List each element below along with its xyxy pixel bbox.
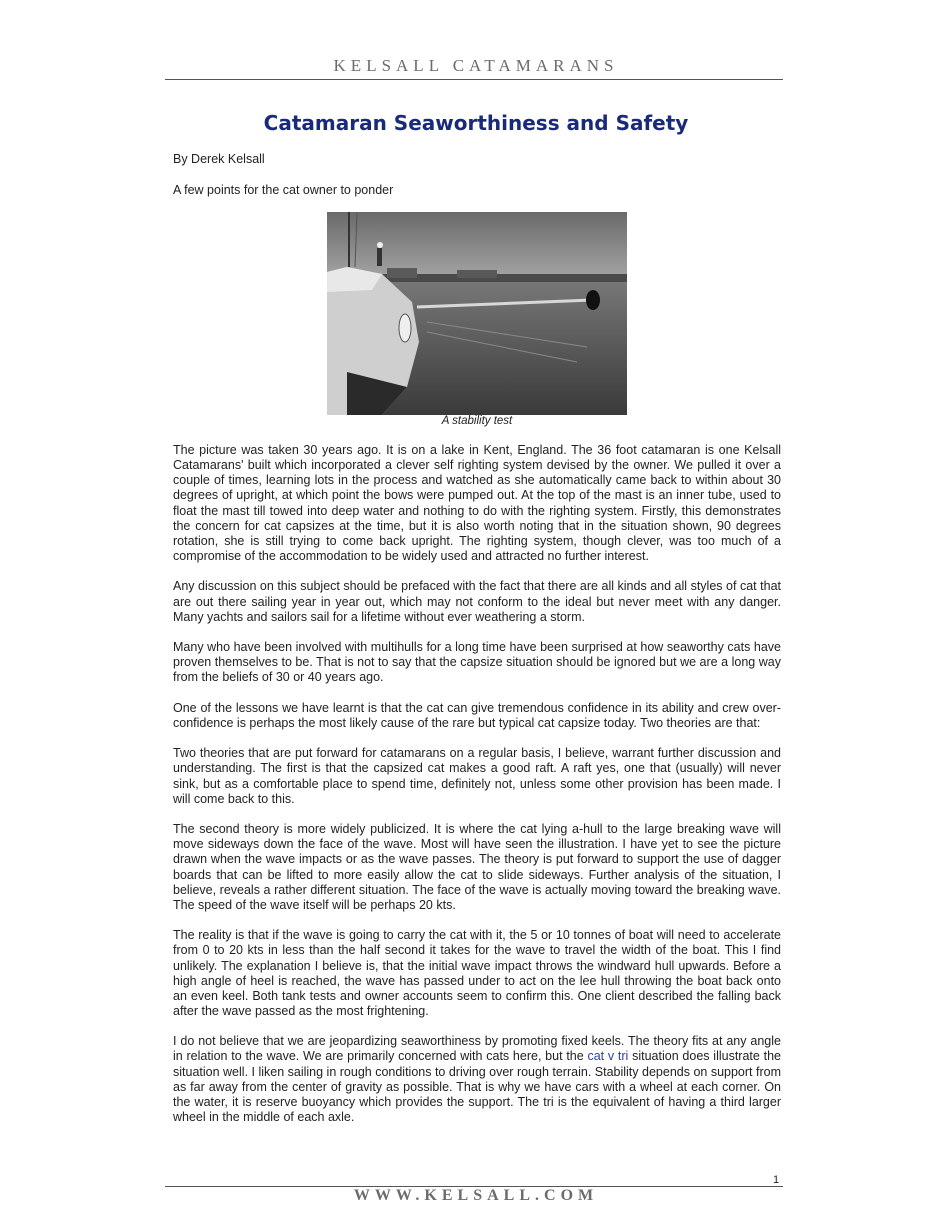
paragraph: One of the lessons we have learnt is that the cat can give tremendous confidence in its ability and crew over-confidence is perhaps the most likely cause of the rare but typical cat capsize today. Two theories are that: (173, 700, 781, 730)
paragraph: The reality is that if the wave is going to carry the cat with it, the 5 or 10 tonnes of boat will need to accelerate from 0 to 20 kts in less than the half second it takes for the wave to travel the width of the boat. This I find unlikely. The explanation I believe is, that the initial wave impact throws the windward hull upwards. Before a high angle of heel is reached, the wave has passed under to act on the lee hull throwing the boat back onto an even keel. Both tank tests and owner accounts seem to confirm this. One client described the falling back after the wave passed as the most frightening. (173, 928, 781, 1018)
cat-v-tri-link[interactable]: cat v tri (587, 1049, 629, 1064)
paragraph-text: situation does illustrate the situation well. I liken sailing in rough conditions to driving over rough terrain. Stability depends on support from as far away from the center of gravity as possible. That is why we have cars with a wheel at each corner. On the water, it is reserve buoyancy which provides the support. The tri is the equivalent of having a third larger wheel in the middle of each axle. (173, 1049, 781, 1125)
page-title: Catamaran Seaworthiness and Safety (263, 111, 689, 135)
paragraph-with-link (173, 1034, 781, 1125)
page-header: KELSALL CATAMARANS (333, 56, 619, 75)
paragraph: The second theory is more widely publicized. It is where the cat lying a-hull to the large breaking wave will move sideways down the face of the wave. Most will have seen the illustration. I have yet to see the picture drawn when the wave impacts or as the wave passes. The theory is put forward to support the use of dagger boards that can be lifted to more easily allow the cat to slide sideways. Further analysis of the situation, I believe, reveals a rather different situation. The face of the wave is actually moving toward the breaking wave. The speed of the wave itself will be perhaps 20 kts. (173, 822, 781, 912)
byline: By Derek Kelsall (173, 152, 265, 166)
intro-text: A few points for the cat owner to ponder (173, 183, 394, 197)
article-body (173, 443, 781, 1140)
paragraph: Many who have been involved with multihulls for a long time have been surprised at how seaworthy cats have proven themselves to be. That is not to say that the capsize situation should be ignored but we are a long way from the beliefs of 30 or 40 years ago. (173, 640, 781, 685)
page-number: 1 (773, 1174, 780, 1186)
paragraph: Any discussion on this subject should be prefaced with the fact that there are all kinds and all styles of cat that are out there sailing year in year out, which may not conform to the ideal but never meet with any danger. Many yachts and sailors sail for a lifetime without ever weathering a storm. (173, 579, 781, 624)
header-rule (165, 79, 783, 80)
paragraph: Two theories that are put forward for catamarans on a regular basis, I believe, warrant further discussion and understanding. The first is that the capsized cat makes a good raft. A raft yes, one that (usually) will never sink, but as a comfortable place to spend time, definitely not, unless some other provision has been made. I will come back to this. (173, 746, 781, 806)
paragraph-text: I do not believe that we are jeopardizing seaworthiness by promoting fixed keels. The theory fits at any angle in relation to the wave. We are primarily concerned with cats here, but the (173, 1034, 781, 1064)
paragraph: The picture was taken 30 years ago. It is on a lake in Kent, England. The 36 foot catamaran is one Kelsall Catamarans' built which incorporated a clever self righting system devised by the owner. We pulled it over a couple of times, learning lots in the process and watched as she automatically came back to within about 30 degrees of upright, at which point the bows were pumped out. At the top of the mast is an inner tube, used to float the mast till towed into deep water and nothing to do with the righting system. Firstly, this demonstrates the concern for cat capsizes at the time, but it is also worth noting that in the situation shown, 90 degrees rotation, she is still trying to come back upright. The righting system, though clever, was too much of a compromise of the accommodation to be widely used and attracted no further interest. (173, 443, 781, 564)
photo-caption: A stability test (441, 415, 513, 427)
page-footer: WWW.KELSALL.COM (353, 1187, 599, 1204)
stability-test-photo (327, 212, 627, 415)
photo-illustration (327, 212, 627, 415)
